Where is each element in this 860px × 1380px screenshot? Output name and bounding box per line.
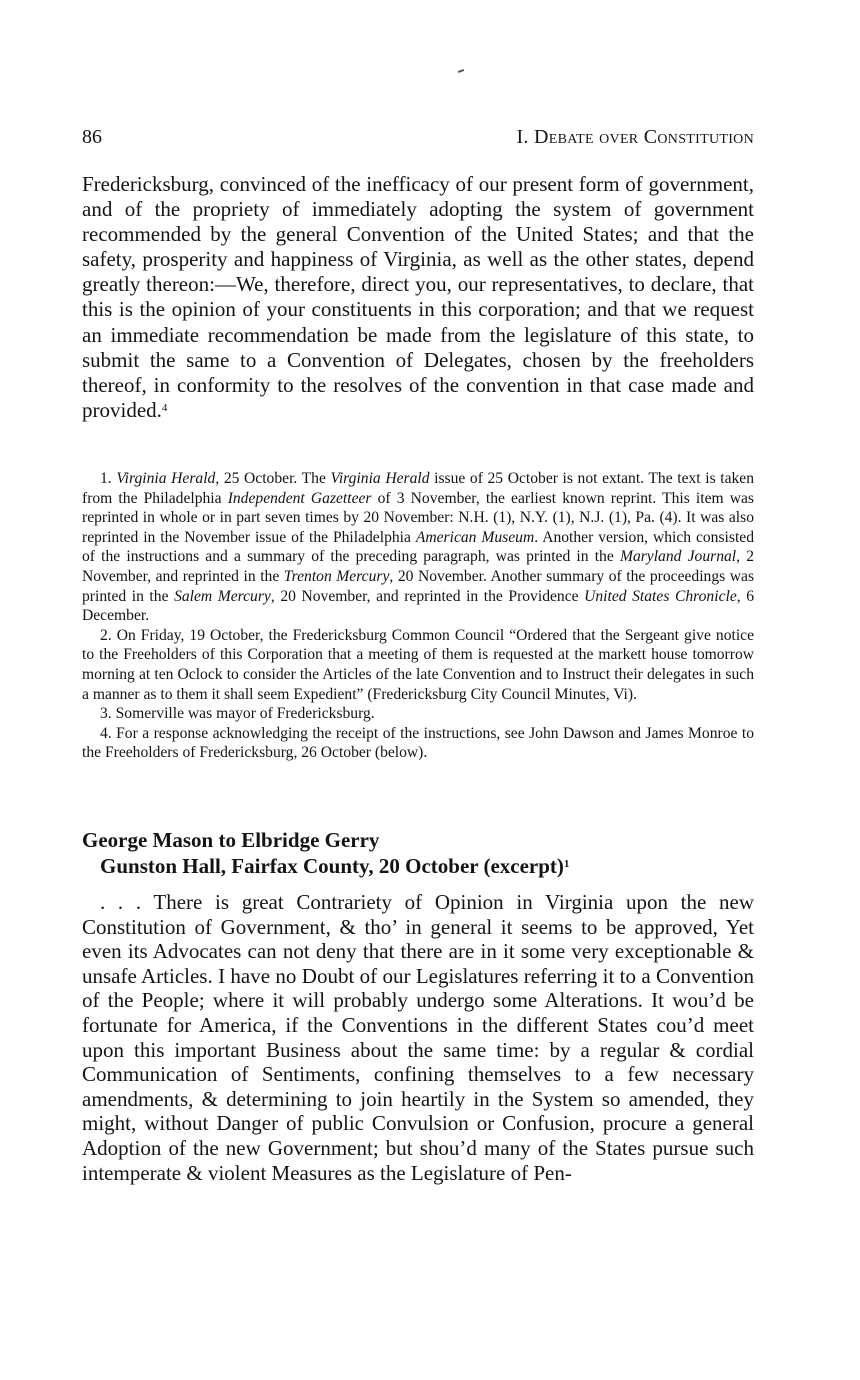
document-dateline: Gunston Hall, Fairfax County, 20 October (excerpt) [100,854,564,878]
footnotes [82,469,754,763]
footnote-text: , 20 November. Another summary of the proceedings was printed in the [82,567,755,605]
newspaper-title: American Museum [415,528,535,546]
footnote-text: . Another version, which consisted of the instructions and a summary of the preceding paragraph, was printed in the [82,528,755,566]
footnote-marker: 4 [161,401,168,414]
newspaper-title: Maryland Journal [619,548,737,566]
footnote-3: 3. Somerville was mayor of Fredericksburg. [100,705,375,723]
footnote-text: , 20 November, and reprinted in the Providence [270,587,585,605]
footnote-4: 4. For a response acknowledging the receipt of the instructions, see John Dawson and James Monroe to the Freeholders of Fredericksburg, 26 October (below). [82,724,754,762]
footnote-2: 2. On Friday, 19 October, the Fredericksburg Common Council “Ordered that the Sergeant give notice to the Freeholders of this Corporation that a meeting of them is requested at the markett house tomorrow morning at ten Oclock to consider the Articles of the late Convention and to Instruct their delegates in such a manner as to them it shall seem Expedient” (Fredericksburg City Council Minutes, Vi). [82,626,754,703]
newspaper-title: Independent Gazetteer [227,489,372,507]
footnote-text: issue of 25 October is not extant. The text is taken from the Philadelphia [82,470,755,507]
heading-footnote-marker: 1 [563,858,570,870]
newspaper-title: Virginia Herald [330,470,430,487]
running-head [516,126,754,149]
print-speck [458,69,464,73]
newspaper-title: United States Chronicle [584,587,737,605]
document-heading-line2 [82,853,754,879]
footnote-text: , 25 October. The [215,470,331,487]
mason-letter-paragraph: . . . There is great Contrariety of Opinion in Virginia upon the new Constitution of Government, & tho’ in general it seems to be approved, Yet even its Advocates can not deny that there are in it some very exceptionable & unsafe Articles. I have no Doubt of our Legislatures referring it to a Convention of the People; where it will probably undergo some Alterations. It wou’d be fortunate for America, if the Conventions in the different States cou’d meet upon this important Business about the same time: by a regular & cordial Communication of Sentiments, confining themselves to a few necessary amendments, & determining to join heartily in the System so amended, they might, without Danger of public Convulsion or Confusion, procure a general Adoption of the new Government; but shou’d many of the States pursue such intemperate & violent Measures as the Legislature of Pen- [82,890,754,1185]
page-number: 86 [82,126,102,148]
footnote-text: of 3 November, the earliest known reprint. This item was reprinted in whole or in part seven times by 20 November: N.H. (1), N.Y. (1), N.J. (1), Pa. (4). It was also reprinted in the November issue of the Philadelphia [82,489,755,546]
footnote-1 [82,469,754,626]
newspaper-title: Salem Mercury [174,587,271,605]
footnote-text: , 6 December. [82,587,755,625]
document-heading-line1: George Mason to Elbridge Gerry [82,828,380,852]
newspaper-title: Trenton Mercury [283,567,390,585]
running-head-title: Debate over Constitution [534,126,754,148]
document-heading [82,827,754,879]
page-header [82,126,754,152]
running-head-numeral: I. [516,126,529,148]
instructions-text: Fredericksburg, convinced of the inefficacy of our present form of government, and of the propriety of immediately adopting the system of government recommended by the general Convention of the United States; and that the safety, prosperity and happiness of Virginia, as well as the other states, depend greatly thereon:—We, therefore, direct you, our representatives, to declare, that this is the opinion of your constituents in this corporation; and that we request an immediate recommendation be made from the legislature of this state, to submit the same to a Convention of Delegates, chosen by the freeholders thereof, in conformity to the resolves of the convention in that case made and provided. [82,172,754,422]
footnote-text: , 2 November, and reprinted in the [82,548,755,585]
instructions-paragraph [82,172,754,423]
footnote-text: 1. [100,470,117,487]
newspaper-title: Virginia Herald [116,470,216,487]
